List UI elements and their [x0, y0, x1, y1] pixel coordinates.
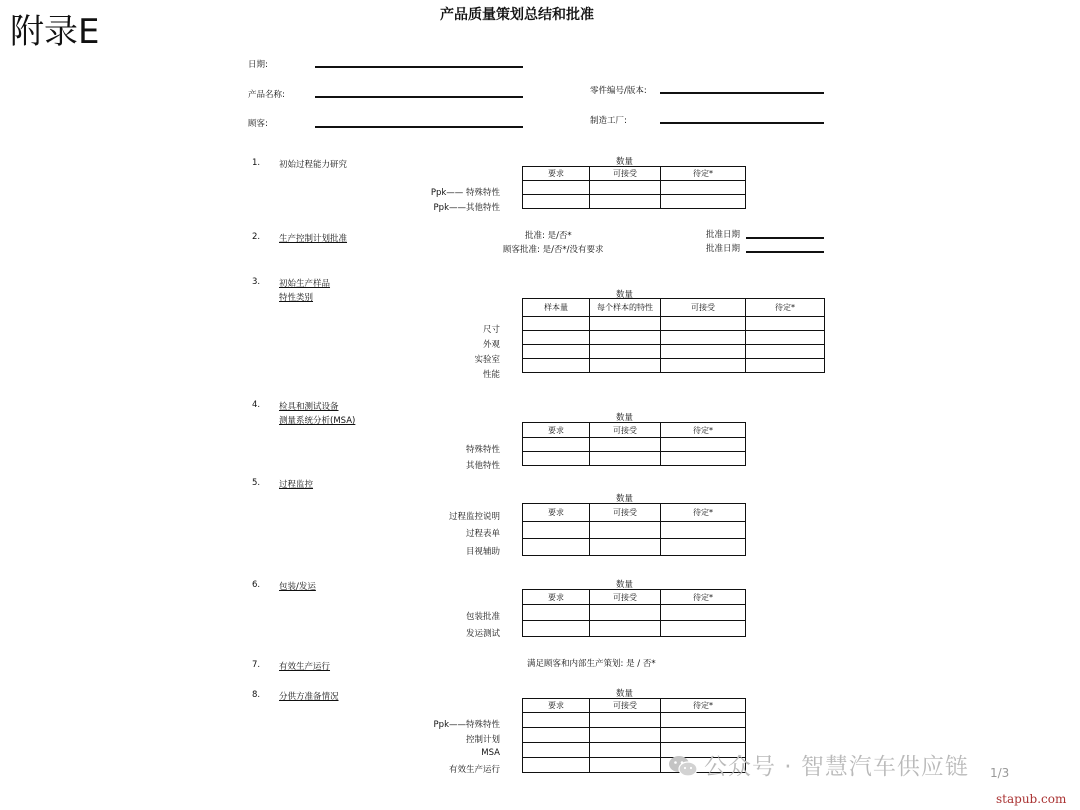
section-3-title: 初始生产样品 — [279, 279, 331, 289]
part-number-field-line — [660, 92, 824, 94]
section-4-number: 4. — [252, 400, 261, 410]
section-2-title: 生产控制计划批准 — [279, 234, 348, 244]
section-6-number: 6. — [252, 580, 261, 590]
section-3-row-label: 尺寸 — [482, 325, 500, 335]
section-3-row-label: 外观 — [482, 340, 500, 350]
section-2-customer-approval: 顾客批准: 是/否*/没有要求 — [503, 245, 604, 255]
section-4-subtitle: 测量系统分析(MSA) — [279, 416, 356, 426]
col-header: 可接受 — [590, 504, 661, 522]
section-5-row-label: 过程表单 — [465, 529, 500, 539]
section-6-title: 包装/发运 — [279, 582, 316, 592]
customer-label: 顾客: — [248, 119, 268, 129]
col-header: 可接受 — [590, 423, 661, 438]
approval-date-line — [746, 237, 824, 239]
col-header: 要求 — [523, 423, 590, 438]
section-3-number: 3. — [252, 277, 261, 287]
plant-label: 制造工厂: — [590, 116, 627, 126]
section-4-quantity-label: 数量 — [616, 413, 634, 423]
section-5-row-label: 过程监控说明 — [448, 512, 500, 522]
section-1-row-label: Ppk——其他特性 — [433, 203, 500, 213]
section-8-quantity-label: 数量 — [616, 689, 634, 699]
col-header: 每个样本的特性 — [590, 299, 661, 317]
customer-field-line — [315, 126, 523, 128]
section-8-row-label: 有效生产运行 — [448, 765, 500, 775]
col-header: 可接受 — [590, 699, 661, 713]
date-label: 日期: — [248, 60, 268, 70]
col-header: 要求 — [523, 590, 590, 605]
section-1-quantity-label: 数量 — [616, 157, 634, 167]
section-8-title: 分供方准备情况 — [279, 692, 339, 702]
product-name-label: 产品名称: — [248, 90, 285, 100]
section-7-title: 有效生产运行 — [279, 662, 331, 672]
section-8-row-label: MSA — [481, 748, 500, 758]
product-name-field-line — [315, 96, 523, 98]
page-number: 1/3 — [990, 766, 1010, 780]
col-header: 待定* — [661, 590, 746, 605]
section-5-row-label: 目视辅助 — [465, 547, 500, 557]
col-header: 可接受 — [590, 590, 661, 605]
col-header: 样本量 — [523, 299, 590, 317]
section-8-number: 8. — [252, 690, 261, 700]
document-title: 产品质量策划总结和批准 — [440, 7, 594, 23]
watermark-text: 公众号 · 智慧汽车供应链 — [704, 754, 969, 780]
date-field-line — [315, 66, 523, 68]
section-3-row-label: 实验室 — [474, 355, 500, 365]
col-header: 待定* — [661, 504, 746, 522]
col-header: 待定* — [661, 699, 746, 713]
section-2-approval-date-label: 批准日期 — [706, 244, 741, 254]
col-header: 要求 — [523, 167, 590, 181]
section-2-approval-date-label: 批准日期 — [706, 230, 741, 240]
section-2-approval: 批准: 是/否* — [525, 231, 572, 241]
section-1-table — [522, 166, 746, 209]
section-4-row-label: 其他特性 — [465, 461, 500, 471]
section-5-title: 过程监控 — [279, 480, 314, 490]
col-header: 待定* — [746, 299, 825, 317]
section-4-row-label: 特殊特性 — [465, 445, 500, 455]
col-header: 可接受 — [590, 167, 661, 181]
section-6-quantity-label: 数量 — [616, 580, 634, 590]
section-2-number: 2. — [252, 232, 261, 242]
col-header: 可接受 — [661, 299, 746, 317]
section-5-quantity-label: 数量 — [616, 494, 634, 504]
col-header: 要求 — [523, 699, 590, 713]
col-header: 待定* — [661, 423, 746, 438]
section-7-number: 7. — [252, 660, 261, 670]
wechat-icon — [668, 754, 698, 778]
section-5-table — [522, 503, 746, 556]
section-3-quantity-label: 数量 — [616, 290, 634, 300]
plant-field-line — [660, 122, 824, 124]
section-7-note: 满足顾客和内部生产策划: 是 / 否* — [527, 659, 656, 669]
watermark — [668, 748, 969, 781]
section-5-number: 5. — [252, 478, 261, 488]
section-3-subtitle: 特性类别 — [279, 293, 314, 303]
section-6-table — [522, 589, 746, 637]
section-3-row-label: 性能 — [482, 370, 500, 380]
section-1-number: 1. — [252, 158, 261, 168]
section-6-row-label: 包装批准 — [465, 612, 500, 622]
site-url: stapub.com — [996, 792, 1067, 806]
approval-date-line — [746, 251, 824, 253]
col-header: 待定* — [661, 167, 746, 181]
appendix-label: 附录E — [10, 12, 100, 52]
col-header: 要求 — [523, 504, 590, 522]
section-1-title: 初始过程能力研究 — [279, 160, 348, 170]
section-8-row-label: 控制计划 — [465, 735, 500, 745]
section-3-table — [522, 298, 825, 373]
part-number-label: 零件编号/版本: — [590, 86, 647, 96]
section-4-title: 检具和测试设备 — [279, 402, 339, 412]
section-6-row-label: 发运测试 — [465, 629, 500, 639]
section-4-table — [522, 422, 746, 466]
section-1-row-label: Ppk—— 特殊特性 — [430, 188, 500, 198]
section-8-row-label: Ppk——特殊特性 — [433, 720, 500, 730]
